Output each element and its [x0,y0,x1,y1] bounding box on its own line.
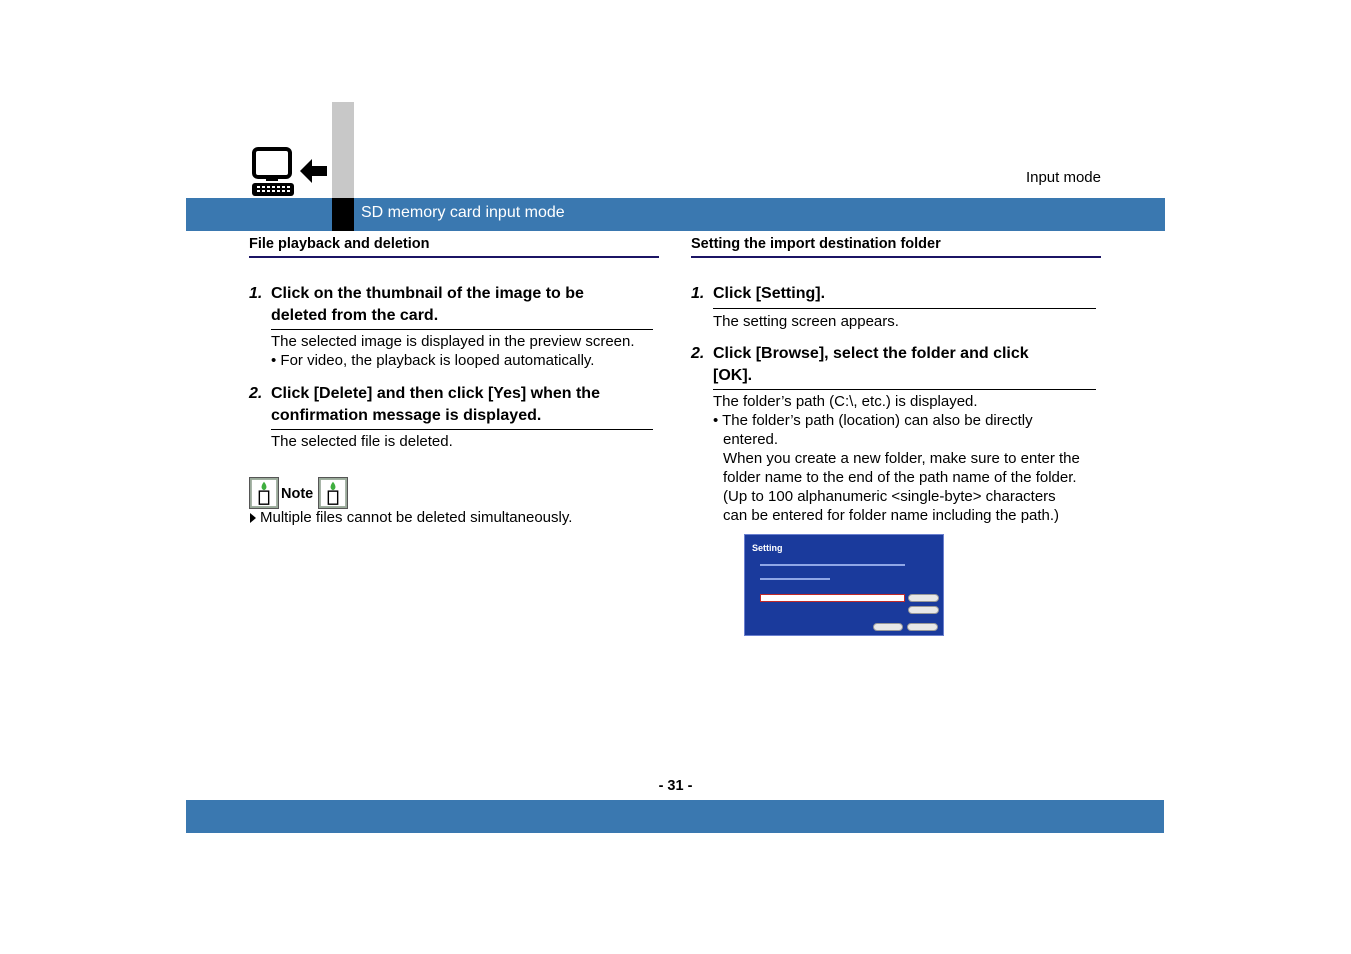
step-text [271,383,600,427]
right-section-rule [691,256,1101,258]
step-number: 1. [249,285,263,302]
step-line: Click [Setting]. [713,285,826,302]
setting-screenshot-ok-button [873,623,903,631]
step-text [713,343,1029,387]
header-gray-tab [332,102,354,198]
step-rule [713,389,1096,390]
setting-screenshot-text-line [760,564,905,566]
note-icon [318,477,348,509]
step-line: confirmation message is displayed. [271,407,542,424]
note-bullet-arrow-icon [250,513,256,523]
step-rule [713,308,1096,309]
body-line: • The folder’s path (location) can also be directly [713,412,1033,429]
right-step-2 [691,343,1101,387]
body-line: The selected file is deleted. [271,433,453,450]
left-step-2-body [271,432,453,451]
left-section-title: File playback and deletion [249,236,430,252]
step-line: [OK]. [713,367,753,384]
body-line: can be entered for folder name including the path.) [723,507,1060,524]
step-text [713,283,825,305]
step-text [271,283,584,327]
setting-screenshot-cancel-button [907,623,938,631]
page-title: SD memory card input mode [361,204,565,221]
footer-bar [186,800,1164,833]
step-number: 2. [691,345,705,362]
body-line: entered. [723,431,779,448]
body-line: When you create a new folder, make sure to enter the [723,450,1080,467]
setting-screenshot-title: Setting [752,543,783,553]
step-line: Click [Delete] and then click [Yes] when the [271,385,600,402]
right-section-title: Setting the import destination folder [691,236,941,252]
setting-screenshot-open-folder-button [908,606,939,614]
left-step-2 [249,383,659,427]
step-number: 1. [691,285,705,302]
setting-screenshot-browse-button [908,594,939,602]
right-step-1-body [713,312,899,331]
body-line: folder name to the end of the path name of the folder. [723,469,1077,486]
step-rule [271,329,653,330]
body-line: The folder’s path (C:\, etc.) is displayed. [713,393,978,410]
note-text: Multiple files cannot be deleted simultaneously. [260,509,573,526]
note-icon [249,477,279,509]
setting-screenshot-text-line [760,578,830,580]
body-line: The selected image is displayed in the preview screen. [271,333,635,350]
left-step-1 [249,283,659,327]
computer-input-icon [250,147,330,199]
step-line: Click [Browse], select the folder and click [713,345,1029,362]
right-step-1 [691,283,1101,305]
step-line: deleted from the card. [271,307,439,324]
setting-screenshot-path-field [760,594,905,602]
right-step-2-body [713,392,1113,525]
left-section-rule [249,256,659,258]
setting-screenshot [744,534,944,636]
page-number: - 31 - [658,778,693,794]
note-label: Note [281,486,314,502]
body-line: • For video, the playback is looped automatically. [271,352,595,369]
section-label: Input mode [1025,169,1101,186]
step-line: Click on the thumbnail of the image to be [271,285,584,302]
body-line: The setting screen appears. [713,313,899,330]
header-black-tab [332,198,354,231]
step-rule [271,429,653,430]
left-step-1-body [271,332,635,370]
step-number: 2. [249,385,263,402]
body-line: (Up to 100 alphanumeric <single-byte> characters [723,488,1056,505]
